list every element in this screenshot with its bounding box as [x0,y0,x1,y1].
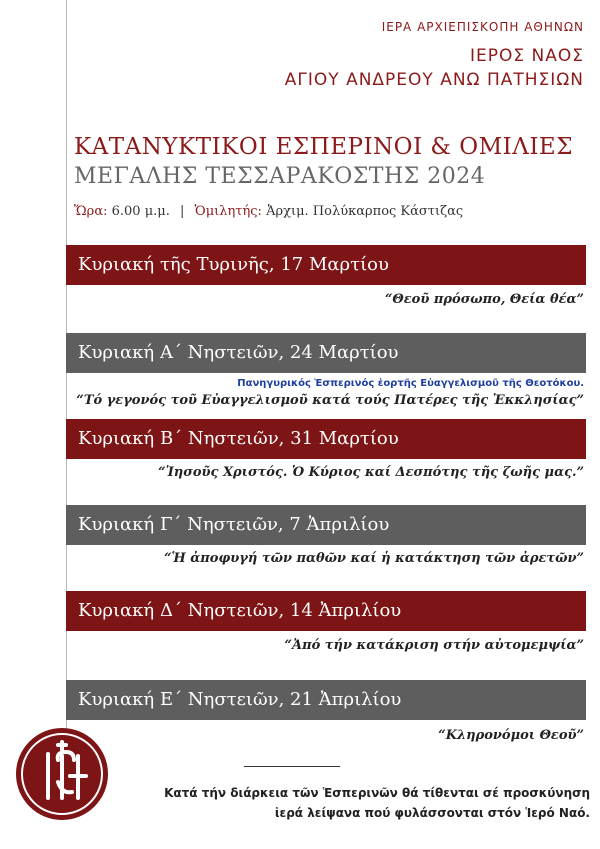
time-label: Ὥρα: [74,204,108,219]
church-name: ΙΕΡΟΣ ΝΑΟΣ [469,46,584,66]
sunday-quote-5: “Ἀπό τήν κατάκριση στήν αὐτομεμψία” [284,638,584,653]
footer-line-2: ἱερά λείψανα πού φυλάσσονται στόν Ἱερό Ναό. [274,806,590,820]
sunday-bar-1: Κυριακή τῆς Τυρινῆς, 17 Μαρτίου [66,245,586,285]
speaker-label: Ὁμιλητής: [194,204,262,219]
sunday-note-2: Πανηγυρικός Ἑσπερινός ἑορτῆς Εὐαγγελισμοῦ τῆς Θεοτόκου. [237,378,584,389]
archdiocese-name: ΙΕΡΑ ΑΡΧΙΕΠΙΣΚΟΠΗ ΑΘΗΝΩΝ [381,20,584,34]
time-speaker-info [74,204,463,219]
footer-line-1: Κατά τήν διάρκεια τῶν Ἑσπερινῶν θά τίθενται σέ προσκύνηση [164,786,590,800]
info-separator: | [180,204,185,219]
sunday-bar-5: Κυριακή Δ΄ Νηστειῶν, 14 Ἀπριλίου [66,591,586,631]
sunday-quote-3: “Ἰησοῦς Χριστός. Ὁ Κύριος καί Δεσπότης τῆς ζωῆς μας.” [158,465,584,480]
sunday-quote-2: “Τό γεγονός τοῦ Εὐαγγελισμοῦ κατά τούς Πατέρες τῆς Ἐκκλησίας” [76,393,584,408]
sunday-quote-6: “Κληρονόμοι Θεοῦ” [438,728,584,743]
main-subtitle: ΜΕΓΑΛΗΣ ΤΕΣΣΑΡΑΚΟΣΤΗΣ 2024 [74,164,486,189]
sunday-bar-3: Κυριακή Β΄ Νηστειῶν, 31 Μαρτίου [66,419,586,459]
main-title: ΚΑΤΑΝΥΚΤΙΚΟΙ ΕΣΠΕΡΙΝΟΙ & ΟΜΙΛΙΕΣ [74,134,573,160]
sunday-quote-4: “Ἡ ἀποφυγή τῶν παθῶν καί ἡ κατάκτηση τῶν ἀρετῶν” [164,551,584,566]
sunday-quote-1: “Θεοῦ πρόσωπο, Θεία θέα” [384,292,584,307]
footer-separator [244,766,340,767]
sunday-bar-6: Κυριακή Ε΄ Νηστειῶν, 21 Ἀπριλίου [66,680,586,720]
time-value: 6.00 μ.μ. [111,204,170,219]
sunday-bar-2: Κυριακή Α΄ Νηστειῶν, 24 Μαρτίου [66,333,586,373]
vertical-rule [66,0,67,755]
church-monogram-logo-icon [14,726,110,822]
sunday-bar-4: Κυριακή Γ΄ Νηστειῶν, 7 Ἀπριλίου [66,505,586,545]
church-saint-name: ΑΓΙΟΥ ΑΝΔΡΕΟΥ ΑΝΩ ΠΑΤΗΣΙΩΝ [284,70,584,90]
speaker-value: Ἀρχιμ. Πολύκαρπος Κάστιζας [266,204,464,219]
